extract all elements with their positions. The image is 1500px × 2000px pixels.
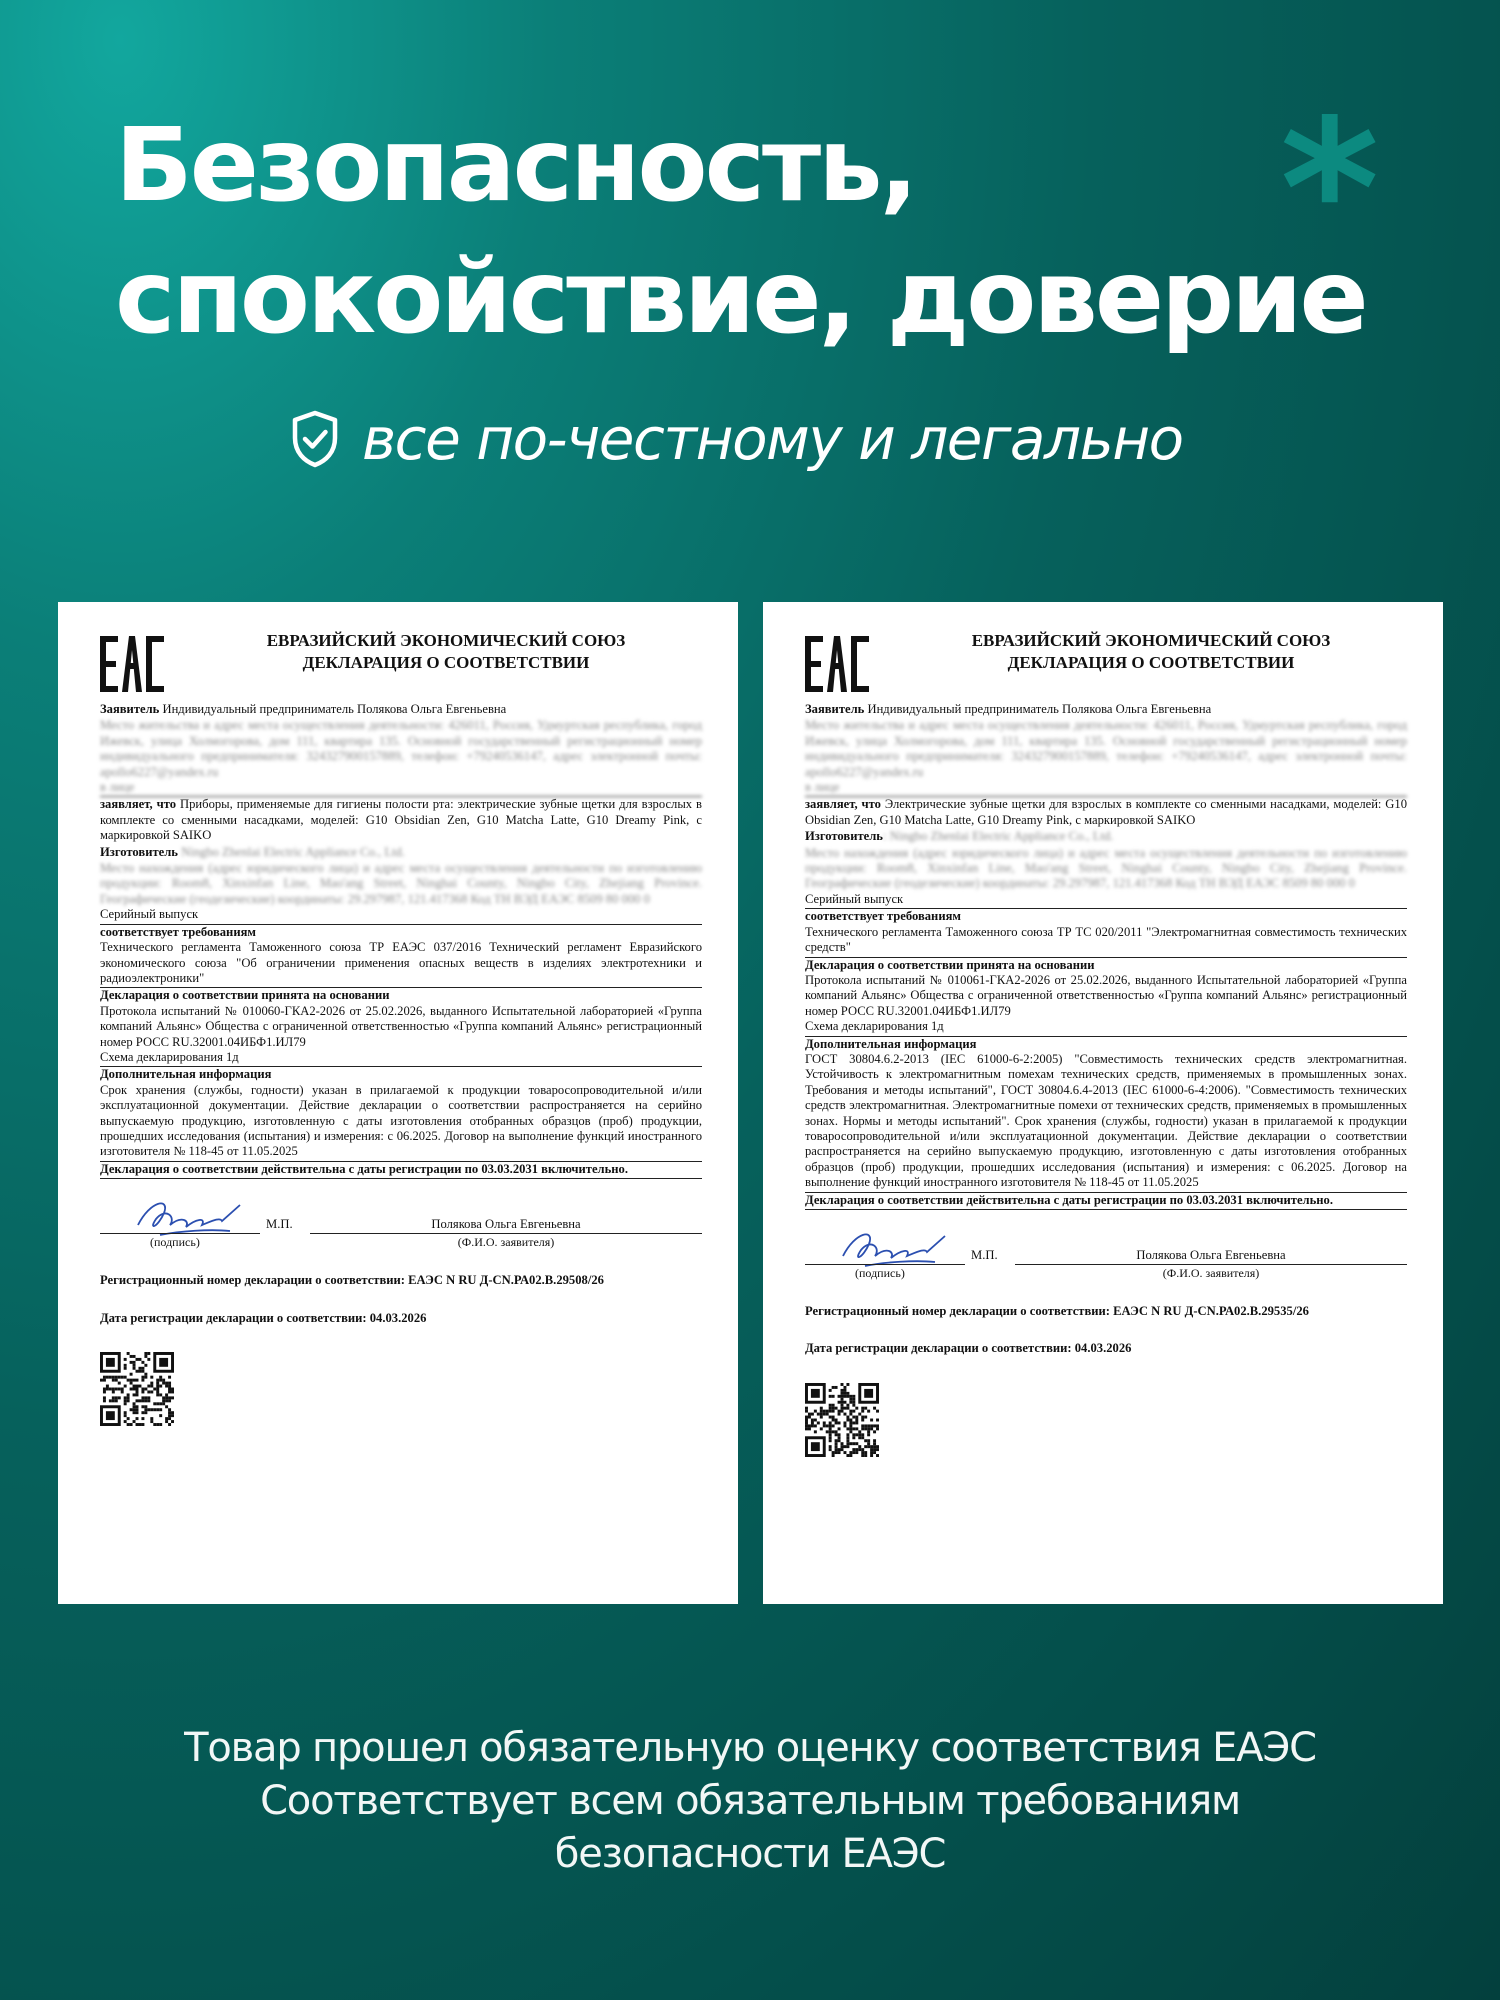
eac-logo — [100, 636, 164, 692]
fio-caption: (Ф.И.О. заявителя) — [457, 1235, 555, 1250]
complies-label: соответствует требованиям — [805, 909, 961, 924]
signature-block — [100, 1209, 702, 1255]
manufacturer-address-blurred: Место нахождения (адрес юридического лица) и адрес места осуществления деятельности по изготовлению продукции: Room8, Xinxinfan Line, Mao'ang Street, Ninghai County, Ningbo City, Zhejiang Province. Географические (геодезические) координаты: 29.297987, 121.417368 Код ТН ВЭД ЕАЭС 8509 80 000 0 — [100, 861, 702, 906]
manufacturer: Изготовитель: Ningbo Zhenlai Electric Appliance Co., Ltd. — [805, 829, 1114, 844]
basis-text: Протокола испытаний № 010061-ГКА2-2026 от 25.02.2026, выданного Испытательной лабораторией «Группа компаний Альянс» Общества с ограниченной ответственностью «Группа компаний Альянс» регистрационный номер РОСС RU.32001.04ИБФ1.ИЛ79 — [805, 972, 1407, 1018]
extra-info-label: Дополнительная информация — [100, 1067, 272, 1082]
qr-code — [805, 1383, 879, 1457]
manufacturer-address-blurred: Место нахождения (адрес юридического лица) и адрес места осуществления деятельности по изготовлению продукции: Room8, Xinxinfan Line, Mao'ang Street, Ninghai County, Ningbo City, Zhejiang Province. Географические (геодезические) координаты: 29.297987, 121.417368 Код ТН ВЭД ЕАЭС 8509 80 000 0 — [805, 845, 1407, 891]
qr-code — [100, 1352, 174, 1426]
footer-line-1: Товар прошел обязательную оценку соответствия ЕАЭС — [184, 1725, 1316, 1771]
serial-release: Серийный выпуск — [805, 892, 1407, 909]
extra-info-text: ГОСТ 30804.6.2-2013 (IEC 61000-6-2:2005) "Совместимость технических средств электромагнитная. Устойчивость к электромагнитным помехам технических средств, применяемых в промышленных зонах. Требования и методы испытаний", ГОСТ 30804.6.4-2013 (IEC 61000-6-4:2006). "Совместимость технических средств электромагнитная. Электромагнитные помехи от технических средств, применяемых в промышленных зонах. Нормы и методы испытаний". Срок хранения (службы, годности) указан в прилагаемой к продукции товаросопроводительной и/или эксплуатационной документации. Действие декларации о соответствии распространяется на серийно выпускаемую продукцию, изготовленную с даты изготовления отобранных образцов (проб) продукции, прошедших исследования (испытания) и измерения: с 06.2025. Договор на выполнение функций иностранного изготовителя № 118-45 от 11.05.2025 — [805, 1052, 1407, 1193]
headline — [115, 100, 1365, 364]
declaration-document-right — [763, 602, 1443, 1604]
complies-text: Технического регламента Таможенного союза ТР ТС 020/2011 "Электромагнитная совместимость технических средств" — [805, 925, 1407, 958]
extra-info-label: Дополнительная информация — [805, 1036, 977, 1051]
eac-logo — [805, 636, 869, 692]
doc-right-header: ЕВРАЗИЙСКИЙ ЭКОНОМИЧЕСКИЙ СОЮЗ ДЕКЛАРАЦИЯ О СООТВЕТСТВИИ — [971, 631, 1331, 672]
basis-text: Протокола испытаний № 010060-ГКА2-2026 от 25.02.2026, выданного Испытательной лабораторией «Группа компаний Альянс» Общества с ограниченной ответственностью «Группа компаний Альянс» регистрационный номер РОСС RU.32001.04ИБФ1.ИЛ79 — [100, 1003, 702, 1049]
headline-line-1: Безопасность, — [115, 106, 916, 225]
stamp-place: М.П. — [266, 1217, 293, 1232]
basis-label: Декларация о соответствии принята на основании — [805, 957, 1095, 972]
applicant: Заявитель Индивидуальный предприниматель Полякова Ольга Евгеньевна — [805, 702, 1212, 716]
subtitle — [290, 405, 1183, 473]
signature-caption: (подпись) — [855, 1266, 905, 1280]
registration-date: Дата регистрации декларации о соответствии: 04.03.2026 — [100, 1310, 427, 1325]
subtitle-text: все по-честному и легально — [362, 405, 1183, 473]
serial-release: Серийный выпуск — [100, 907, 702, 924]
validity: Декларация о соответствии действительна с даты регистрации по 03.03.2031 включительно. — [805, 1193, 1407, 1210]
representative-blurred: в лице — [100, 780, 702, 797]
scheme: Схема декларирования 1д — [100, 1050, 702, 1067]
declaration-document-left — [58, 602, 738, 1604]
representative-blurred: в лице — [805, 780, 1407, 797]
signature-block — [805, 1240, 1407, 1286]
signature-caption: (подпись) — [150, 1235, 200, 1250]
declares: заявляет, что Электрические зубные щетки для взрослых в комплекте со сменными насадками, моделей: G10 Obsidian Zen, G10 Matcha Latte, G10 Dreamy Pink, с маркировкой SAIKO — [805, 797, 1407, 827]
footer-text — [0, 1722, 1500, 1881]
signer-name: Полякова Ольга Евгеньевна — [431, 1217, 581, 1232]
stamp-place: М.П. — [971, 1248, 998, 1262]
applicant-details-blurred: Место жительства и адрес места осуществления деятельности: 426011, Россия, Удмуртская республика, город Ижевск, улица Холмогорова, дом 111, квартира 135. Основной государственный регистрационный номер индивидуального предпринимателя: 324327900157889, телефон: +79240536147, адрес электронной почты: apollo6227@yandex.ru — [100, 718, 702, 779]
applicant-details-blurred: Место жительства и адрес места осуществления деятельности: 426011, Россия, Удмуртская республика, город Ижевск, улица Холмогорова, дом 111, квартира 135. Основной государственный регистрационный номер индивидуального предпринимателя: 324327900157889, телефон: +79240536147, адрес электронной почты: apollo6227@yandex.ru — [805, 718, 1407, 779]
asterisk-decoration: * — [1280, 79, 1380, 300]
scheme: Схема декларирования 1д — [805, 1019, 1407, 1036]
footer-line-2: Соответствует всем обязательным требованиям — [260, 1778, 1240, 1824]
manufacturer: Изготовитель Ningbo Zhenlai Electric Appliance Co., Ltd. — [100, 844, 405, 859]
applicant: Заявитель Индивидуальный предприниматель Полякова Ольга Евгеньевна — [100, 702, 507, 716]
shield-check-icon — [290, 410, 340, 468]
basis-label: Декларация о соответствии принята на основании — [100, 988, 390, 1003]
signer-name: Полякова Ольга Евгеньевна — [1136, 1248, 1286, 1262]
complies-label: соответствует требованиям — [100, 924, 256, 939]
registration-date: Дата регистрации декларации о соответствии: 04.03.2026 — [805, 1341, 1132, 1356]
registration-number: Регистрационный номер декларации о соответствии: ЕАЭС N RU Д-CN.РА02.В.29535/26 — [805, 1304, 1309, 1318]
headline-line-2: спокойствие, доверие — [115, 238, 1366, 357]
complies-text: Технического регламента Таможенного союза ТР ЕАЭС 037/2016 Технический регламент Евразийского экономического союза "Об ограничении применения опасных веществ в изделиях электротехники и радиоэлектроники" — [100, 940, 702, 988]
registration-number: Регистрационный номер декларации о соответствии: ЕАЭС N RU Д-CN.РА02.В.29508/26 — [100, 1273, 604, 1288]
validity: Декларация о соответствии действительна с даты регистрации по 03.03.2031 включительно. — [100, 1162, 702, 1179]
doc-left-header: ЕВРАЗИЙСКИЙ ЭКОНОМИЧЕСКИЙ СОЮЗ ДЕКЛАРАЦИЯ О СООТВЕТСТВИИ — [266, 631, 626, 672]
fio-caption: (Ф.И.О. заявителя) — [1162, 1266, 1260, 1280]
declares: заявляет, что Приборы, применяемые для гигиены полости рта: электрические зубные щетки для взрослых в комплекте со сменными насадками, моделей: G10 Obsidian Zen, G10 Matcha Latte, G10 Dreamy Pink, с маркировкой SAIKO — [100, 797, 703, 843]
footer-line-3: безопасности ЕАЭС — [554, 1831, 946, 1877]
extra-info-text: Срок хранения (службы, годности) указан в прилагаемой к продукции товаросопроводительной и/или эксплуатационной документации. Действие декларации о соответствии распространяется на серийно выпускаемую продукцию, изготовленную с даты изготовления отобранных образцов (проб) продукции, прошедших исследования (испытания) и измерения: с 06.2025. Договор на выполнение функций иностранного изготовителя № 118-45 от 11.05.2025 — [100, 1083, 702, 1162]
